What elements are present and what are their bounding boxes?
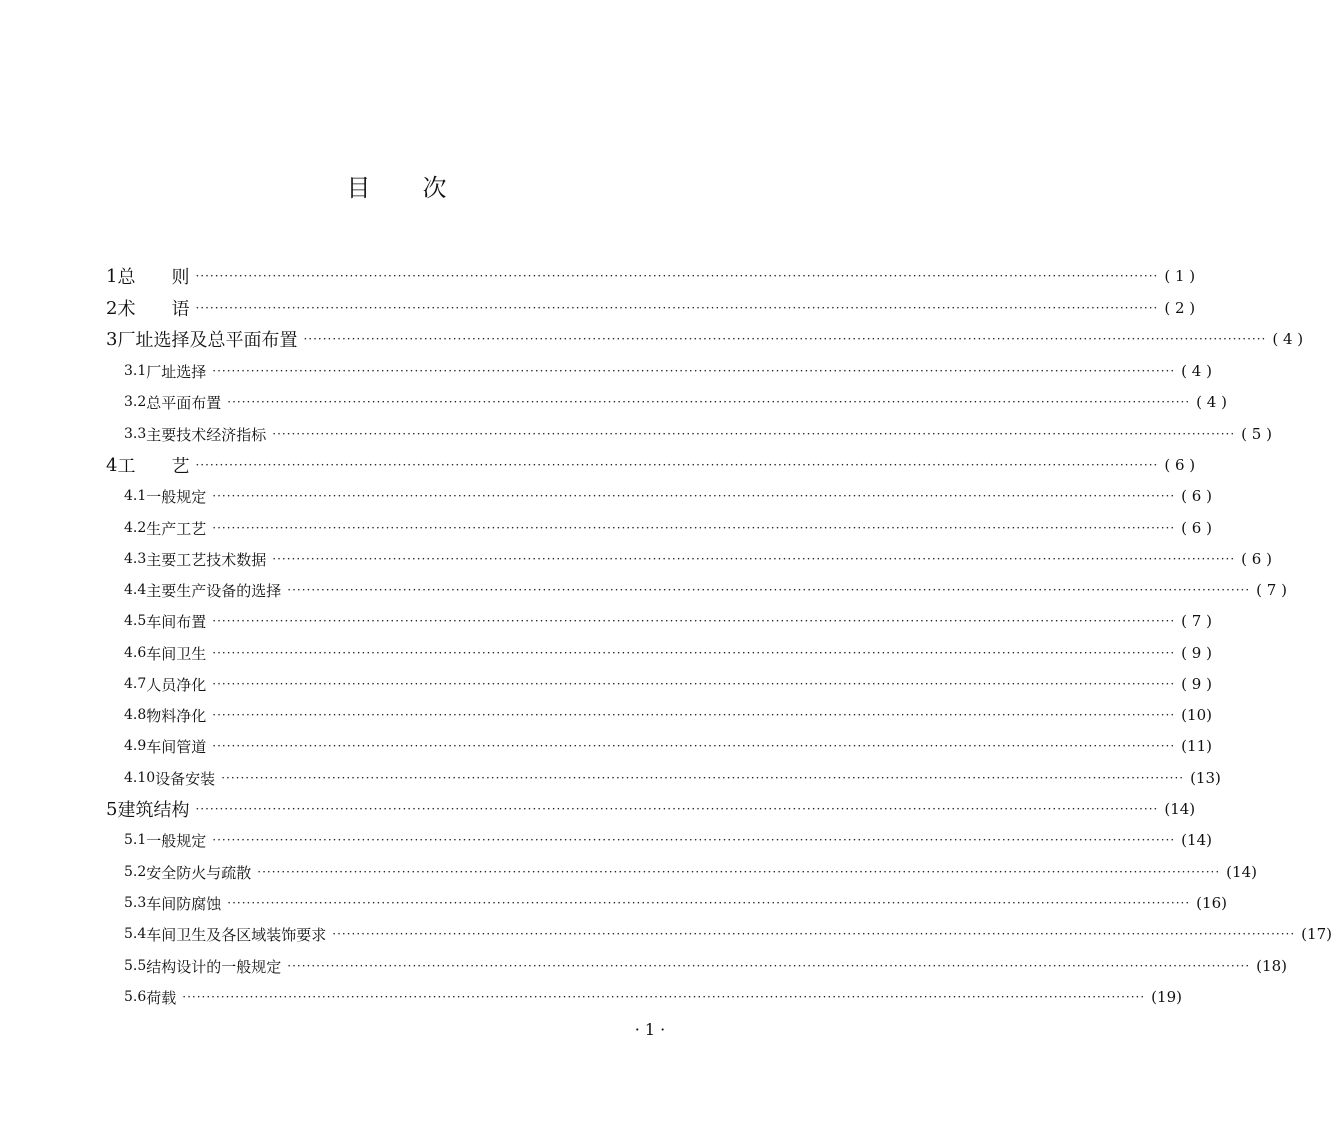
- toc-entry-label: 设备安装: [155, 769, 216, 788]
- toc-entry-label: 总平面布置: [146, 393, 222, 412]
- toc-entry[interactable]: [106, 795, 1196, 823]
- toc-leader-dots: ········································································································································································································: [212, 708, 1176, 722]
- toc-entry[interactable]: [106, 451, 1196, 479]
- toc-leader-dots: ········································································································································································································: [227, 896, 1191, 910]
- toc-entry-label: 车间管道: [146, 737, 207, 756]
- toc-entry-page: (14): [1164, 800, 1196, 818]
- toc-entry[interactable]: [124, 576, 1287, 604]
- toc-leader-dots: ········································································································································································································: [212, 614, 1176, 628]
- toc-entry-page: ( 5 ): [1241, 425, 1272, 443]
- toc-leader-dots: ········································································································································································································: [257, 865, 1221, 879]
- toc-entry-page: (11): [1181, 737, 1212, 755]
- toc-entry-label: 一般规定: [146, 487, 207, 506]
- toc-entry[interactable]: [106, 294, 1196, 322]
- toc-entry-page: (13): [1190, 769, 1221, 787]
- toc-entry-page: ( 9 ): [1181, 675, 1212, 693]
- toc-entry-label: 结构设计的一般规定: [146, 957, 282, 976]
- toc-entry-page: (19): [1151, 988, 1182, 1006]
- toc-entry-page: (14): [1181, 831, 1212, 849]
- toc-entry-number: 4.9: [124, 738, 147, 754]
- toc-entry[interactable]: [124, 701, 1212, 729]
- toc-entry[interactable]: [124, 920, 1332, 948]
- toc-entry-label: 车间防腐蚀: [146, 894, 222, 913]
- toc-entry-page: ( 9 ): [1181, 644, 1212, 662]
- toc-entry-page: ( 6 ): [1241, 550, 1272, 568]
- toc-entry[interactable]: [124, 983, 1182, 1011]
- toc-entry[interactable]: [124, 357, 1212, 385]
- toc-entry-page: (10): [1181, 706, 1212, 724]
- toc-entry-number: 5.3: [124, 895, 147, 911]
- toc-leader-dots: ········································································································································································································: [303, 332, 1267, 346]
- toc-leader-dots: ········································································································································································································: [212, 833, 1176, 847]
- toc-entry-page: ( 4 ): [1181, 362, 1212, 380]
- toc-entry-number: 3.2: [124, 394, 147, 410]
- toc-entry-page: ( 1 ): [1164, 267, 1196, 285]
- toc-entry[interactable]: [124, 607, 1212, 635]
- toc-entry-label: 荷载: [146, 988, 177, 1007]
- toc-entry-number: 4.4: [124, 582, 147, 598]
- toc-leader-dots: ········································································································································································································: [332, 927, 1296, 941]
- toc-entry-number: 3.3: [124, 426, 147, 442]
- toc-entry[interactable]: [124, 482, 1212, 510]
- toc-entry-number: 3.1: [124, 363, 147, 379]
- title-char-2: 次: [422, 174, 447, 202]
- toc-entry-number: 5.2: [124, 864, 147, 880]
- toc-leader-dots: ········································································································································································································: [272, 552, 1236, 566]
- page-number: · 1 ·: [634, 1020, 666, 1039]
- toc-entry-page: ( 7 ): [1181, 612, 1212, 630]
- title-char-1: 目: [346, 174, 371, 202]
- toc-entry-number: 4: [106, 454, 118, 476]
- toc-entry-label: 总 则: [117, 267, 190, 288]
- toc-entry-number: 5.4: [124, 926, 147, 942]
- toc-entry-number: 3: [106, 328, 118, 350]
- toc-entry-number: 1: [106, 265, 118, 287]
- toc-leader-dots: ········································································································································································································: [287, 959, 1251, 973]
- toc-entry-label: 术 语: [117, 299, 190, 320]
- toc-entry-page: ( 6 ): [1181, 519, 1212, 537]
- toc-entry-label: 建筑结构: [117, 800, 190, 821]
- toc-leader-dots: ········································································································································································································: [212, 646, 1176, 660]
- toc-entry-number: 4.10: [124, 770, 156, 786]
- toc-leader-dots: ········································································································································································································: [212, 521, 1176, 535]
- toc-leader-dots: ········································································································································································································: [212, 489, 1176, 503]
- toc-entry[interactable]: [124, 732, 1212, 760]
- toc-entry[interactable]: [124, 388, 1227, 416]
- toc-leader-dots: ········································································································································································································: [212, 739, 1176, 753]
- toc-leader-dots: ········································································································································································································: [221, 771, 1185, 785]
- toc-entry-label: 主要工艺技术数据: [146, 550, 267, 569]
- toc-entry-number: 2: [106, 297, 118, 319]
- toc-entry-page: ( 4 ): [1196, 393, 1227, 411]
- toc-entry-label: 工 艺: [117, 456, 190, 477]
- toc-entry-page: (14): [1226, 863, 1257, 881]
- toc-leader-dots: ········································································································································································································: [272, 427, 1236, 441]
- toc-entry-number: 5.6: [124, 989, 147, 1005]
- toc-entry-label: 车间卫生: [146, 644, 207, 663]
- toc-entry-number: 5: [106, 798, 118, 820]
- toc-entry[interactable]: [124, 670, 1212, 698]
- toc-leader-dots: ········································································································································································································: [227, 395, 1191, 409]
- toc-entry-number: 4.2: [124, 520, 147, 536]
- toc-entry-number: 4.3: [124, 551, 147, 567]
- toc-entry-page: ( 6 ): [1181, 487, 1212, 505]
- toc-entry[interactable]: [124, 952, 1287, 980]
- toc-entry-label: 主要技术经济指标: [146, 425, 267, 444]
- toc-entry-number: 4.1: [124, 488, 147, 504]
- toc-entry-label: 厂址选择及总平面布置: [117, 330, 298, 351]
- toc-leader-dots: ········································································································································································································: [212, 364, 1176, 378]
- toc-entry-page: (16): [1196, 894, 1227, 912]
- toc-leader-dots: ········································································································································································································: [212, 677, 1176, 691]
- toc-entry[interactable]: [106, 262, 1196, 290]
- toc-entry-page: ( 6 ): [1164, 456, 1196, 474]
- toc-entry-label: 人员净化: [146, 675, 207, 694]
- toc-entry[interactable]: [124, 826, 1212, 854]
- toc-entry[interactable]: [106, 325, 1304, 353]
- toc-leader-dots: ········································································································································································································: [287, 583, 1251, 597]
- toc-entry-number: 5.1: [124, 832, 147, 848]
- toc-entry-label: 安全防火与疏散: [146, 863, 252, 882]
- toc-entry-number: 4.6: [124, 645, 147, 661]
- toc-entry-label: 主要生产设备的选择: [146, 581, 282, 600]
- toc-entry-page: ( 4 ): [1272, 330, 1304, 348]
- toc-entry-label: 车间布置: [146, 612, 207, 631]
- toc-leader-dots: ········································································································································································································: [182, 990, 1146, 1004]
- toc-entry-page: ( 2 ): [1164, 299, 1196, 317]
- toc-leader-dots: ········································································································································································································: [195, 301, 1159, 315]
- toc-entry[interactable]: [124, 420, 1272, 448]
- toc-leader-dots: ········································································································································································································: [195, 802, 1159, 816]
- toc-entry[interactable]: [124, 639, 1212, 667]
- toc-entry-page: ( 7 ): [1256, 581, 1287, 599]
- toc-entry[interactable]: [124, 545, 1272, 573]
- toc-entry[interactable]: [124, 764, 1221, 792]
- toc-entry[interactable]: [124, 514, 1212, 542]
- toc-entry-number: 4.7: [124, 676, 147, 692]
- toc-leader-dots: ········································································································································································································: [195, 458, 1159, 472]
- toc-entry-label: 厂址选择: [146, 362, 207, 381]
- toc-entry[interactable]: [124, 889, 1227, 917]
- toc-entry-label: 生产工艺: [146, 519, 207, 538]
- toc-entry-number: 4.8: [124, 707, 147, 723]
- toc-entry-number: 4.5: [124, 613, 147, 629]
- toc-entry-label: 车间卫生及各区域装饰要求: [146, 925, 327, 944]
- toc-entry-label: 一般规定: [146, 831, 207, 850]
- toc-entry-page: (18): [1256, 957, 1287, 975]
- toc-entry-page: (17): [1301, 925, 1332, 943]
- toc-entry-label: 物料净化: [146, 706, 207, 725]
- toc-entry[interactable]: [124, 858, 1257, 886]
- toc-entry-number: 5.5: [124, 958, 147, 974]
- toc-leader-dots: ········································································································································································································: [195, 269, 1159, 283]
